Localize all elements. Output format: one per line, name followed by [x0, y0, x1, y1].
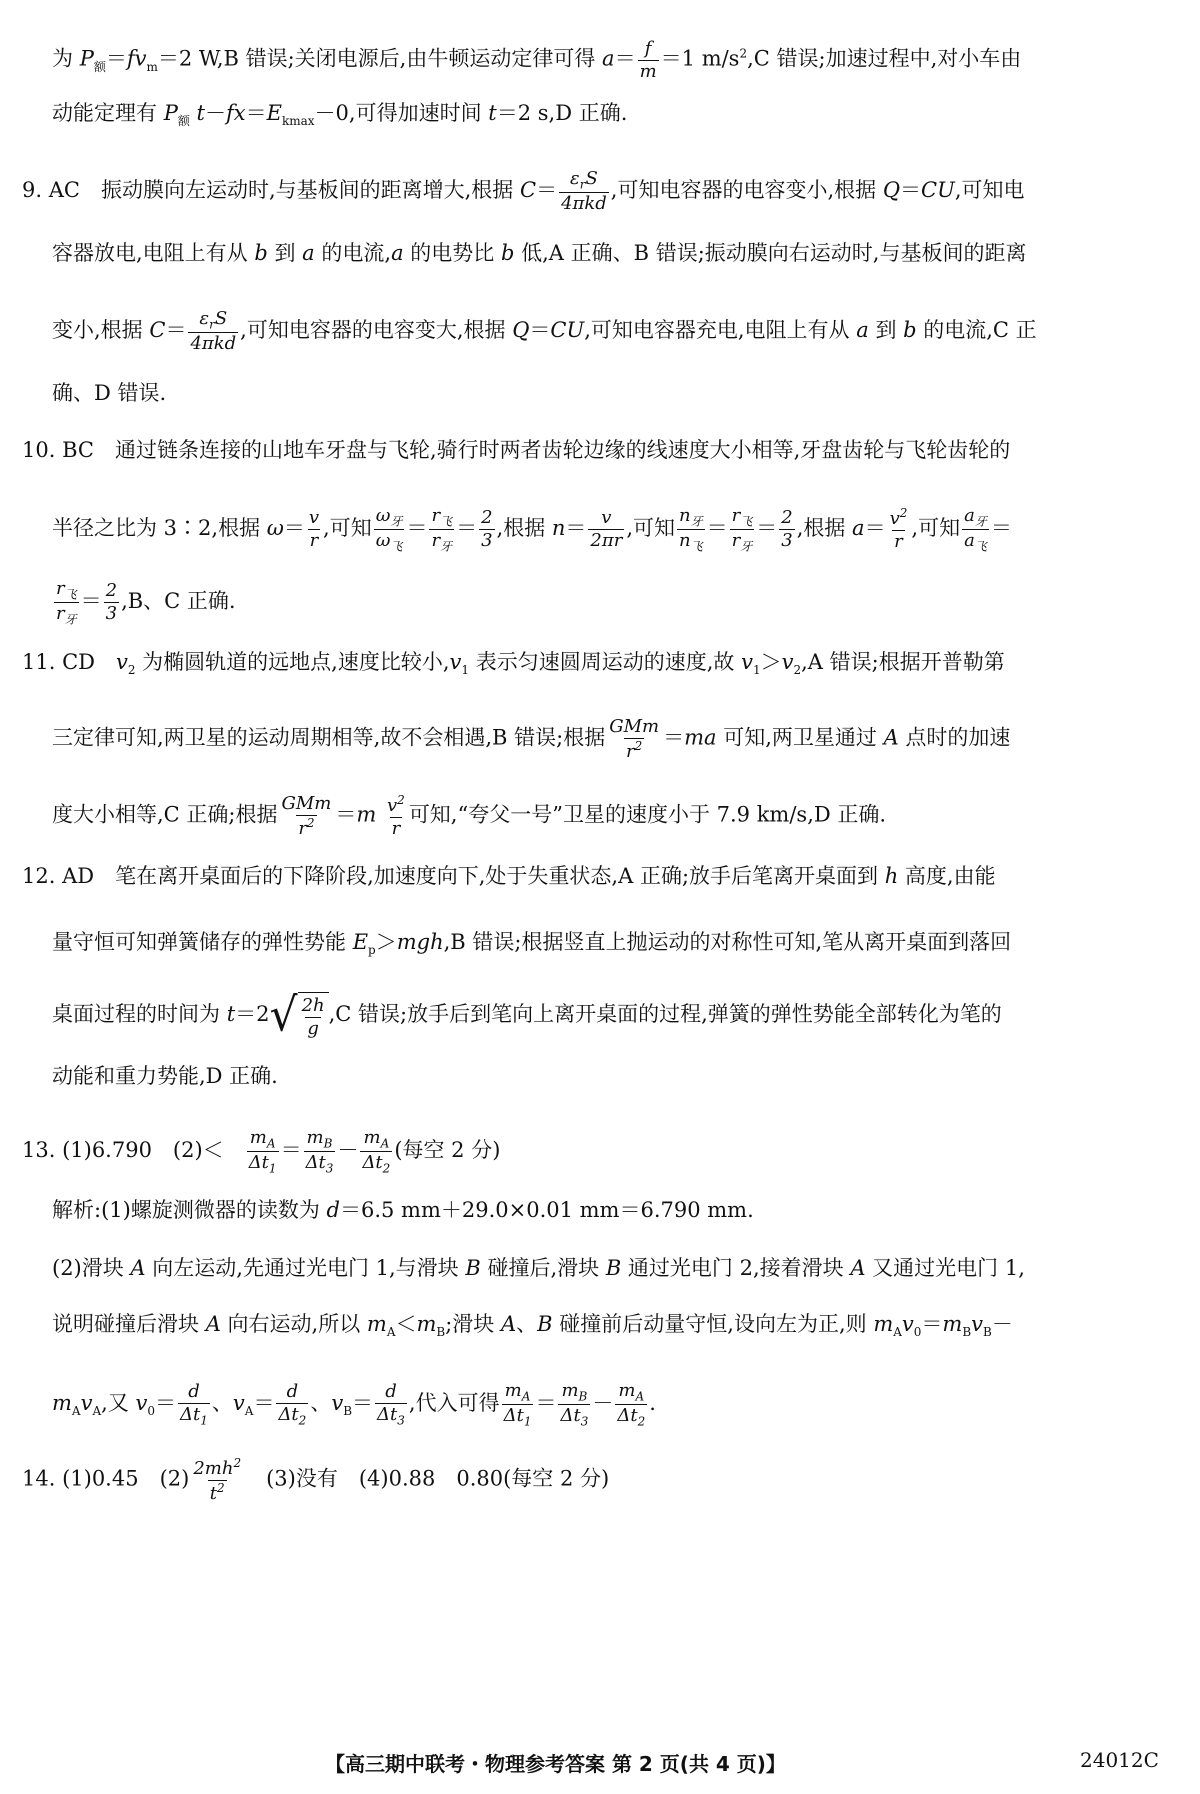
text-line: $\frac{r_飞}{r_牙}$ ＝ $\frac{2}{3}$ ,B、C 正确. — [56, 578, 236, 627]
text-line: 三定律可知,两卫星的运动周期相等,故不会相遇,B 错误;根据 $\frac{\text{GMm}}{r^2}$ ＝ma 可知,两卫星通过 A 点时的加速 — [52, 716, 1011, 762]
text-line: (2)滑块 A 向左运动,先通过光电门 1,与滑块 B 碰撞后,滑块 B 通过光电门 2,接着滑块 A 又通过光电门 1, — [52, 1256, 1025, 1280]
footer-title: 【高三期中联考・物理参考答案 第 2 页(共 4 页)】 — [325, 1752, 786, 1776]
text-line: 12. AD 笔在离开桌面后的下降阶段,加速度向下,处于失重状态,A 正确;放手后笔离开桌面到 h 高度,由能 — [22, 864, 996, 888]
text-line: 解析:(1)螺旋测微器的读数为 d＝6.5 mm＋29.0×0.01 mm＝6.790 mm. — [52, 1198, 754, 1222]
document-code: 24012C — [1080, 1748, 1159, 1772]
text-line: 半径之比为 3∶2,根据 ω＝ $\frac{v}{r}$ ,可知 $\frac{\omega_牙}{\omega_飞}$ ＝ $\frac{r_飞}{r_牙}$ ＝ $\frac{2}{3}$ ,根据 n＝ $\frac{v}{2\pi r}$ ,可知 $\frac{n_牙}{n_飞}$ ＝ $\frac{r_飞}{r_牙}$ ＝ $\frac{2}{3}$ ,根据 a＝ $\frac{v^2}{r}$ ,可知 $\frac{a_牙}{a_飞}$ ＝ — [52, 505, 1012, 554]
text-line: 变小,根据 C＝ $\frac{\varepsilon_rS}{\text{4πkd}}$ ,可知电容器的电容变大,根据 Q＝CU,可知电容器充电,电阻上有从 a 到 b 的电流,C 正 — [52, 308, 1037, 354]
text-line: 9. AC 振动膜向左运动时,与基板间的距离增大,根据 C＝ $\frac{\varepsilon_rS}{\text{4πkd}}$ ,可知电容器的电容变小,根据 Q＝CU,可知电 — [22, 168, 1025, 214]
text-line: 为 $P_额=fv_m=2$ W,B 错误;关闭电源后,由牛顿运动定律可得 a＝ $\frac{f}{m}$ ＝1 $m/s^2,C$ 错误;加速过程中,对小车由 — [52, 38, 1022, 82]
text-line: 容器放电,电阻上有从 b 到 a 的电流,a 的电势比 b 低,A 正确、B 错误;振动膜向右运动时,与基板间的距离 — [52, 241, 1027, 265]
text-line: 动能定理有 $P_额$ $t-fx=E_{kmax}-0$,可得加速时间 t＝2 s,D 正确. — [52, 101, 628, 129]
text-line: 13. (1)6.790 (2)＜ $\frac{m_A}{\Delta t_1}$ ＝ $\frac{m_B}{\Delta t_3}$ － $\frac{m_A}{\Delta t_2}$ (每空 2 分) — [22, 1127, 501, 1176]
text-line: 量守恒可知弹簧储存的弹性势能 $E_p>mgh,B$ 错误;根据竖直上抛运动的对称性可知,笔从离开桌面到落回 — [52, 930, 1012, 958]
text-line: 动能和重力势能,D 正确. — [52, 1064, 278, 1088]
text-line: 桌面过程的时间为 t＝2 √ $\frac{2h}{g}$ ,C 错误;放手后到笔向上离开桌面的过程,弹簧的弹性势能全部转化为笔的 — [52, 988, 1002, 1042]
text-line: 11. CD $v_2$ 为椭圆轨道的远地点,速度比较小$,v_1$ 表示匀速圆周运动的速度,故 $v_1>v_2,A$ 错误;根据开普勒第 — [22, 650, 1005, 678]
text-line: 10. BC 通过链条连接的山地车牙盘与飞轮,骑行时两者齿轮边缘的线速度大小相等,牙盘齿轮与飞轮齿轮的 — [22, 438, 1011, 462]
text-line: 说明碰撞后滑块 A 向右运动,所以 $m_A<m_B$;滑块 A、B 碰撞前后动量守恒,设向左为正,则 $m_Av_0=m_Bv_B-$ — [52, 1312, 1013, 1340]
text-line: 度大小相等,C 正确;根据 $\frac{\text{GMm}}{r^2}$ ＝m $\frac{v^2}{r}$ 可知,“夸父一号”卫星的速度小于 7.9 km/s,D 正确. — [52, 793, 887, 839]
text-line: 确、D 错误. — [52, 381, 167, 405]
text-line: 14. (1)0.45 (2) $\frac{2mh^2}{t^2}$ (3)没有 (4)0.88 0.80(每空 2 分) — [22, 1456, 610, 1504]
text-line: $m_Av_A$,又 $v_0=$ $\frac{d}{\Delta t_1}$ 、$v_A=$ $\frac{d}{\Delta t_2}$ 、$v_B=$ $\frac{d}{\Delta t_3}$ ,代入可得 $\frac{m_A}{\Delta t_1}$ ＝ $\frac{m_B}{\Delta t_3}$ － $\frac{m_A}{\Delta t_2}$ . — [52, 1380, 656, 1429]
